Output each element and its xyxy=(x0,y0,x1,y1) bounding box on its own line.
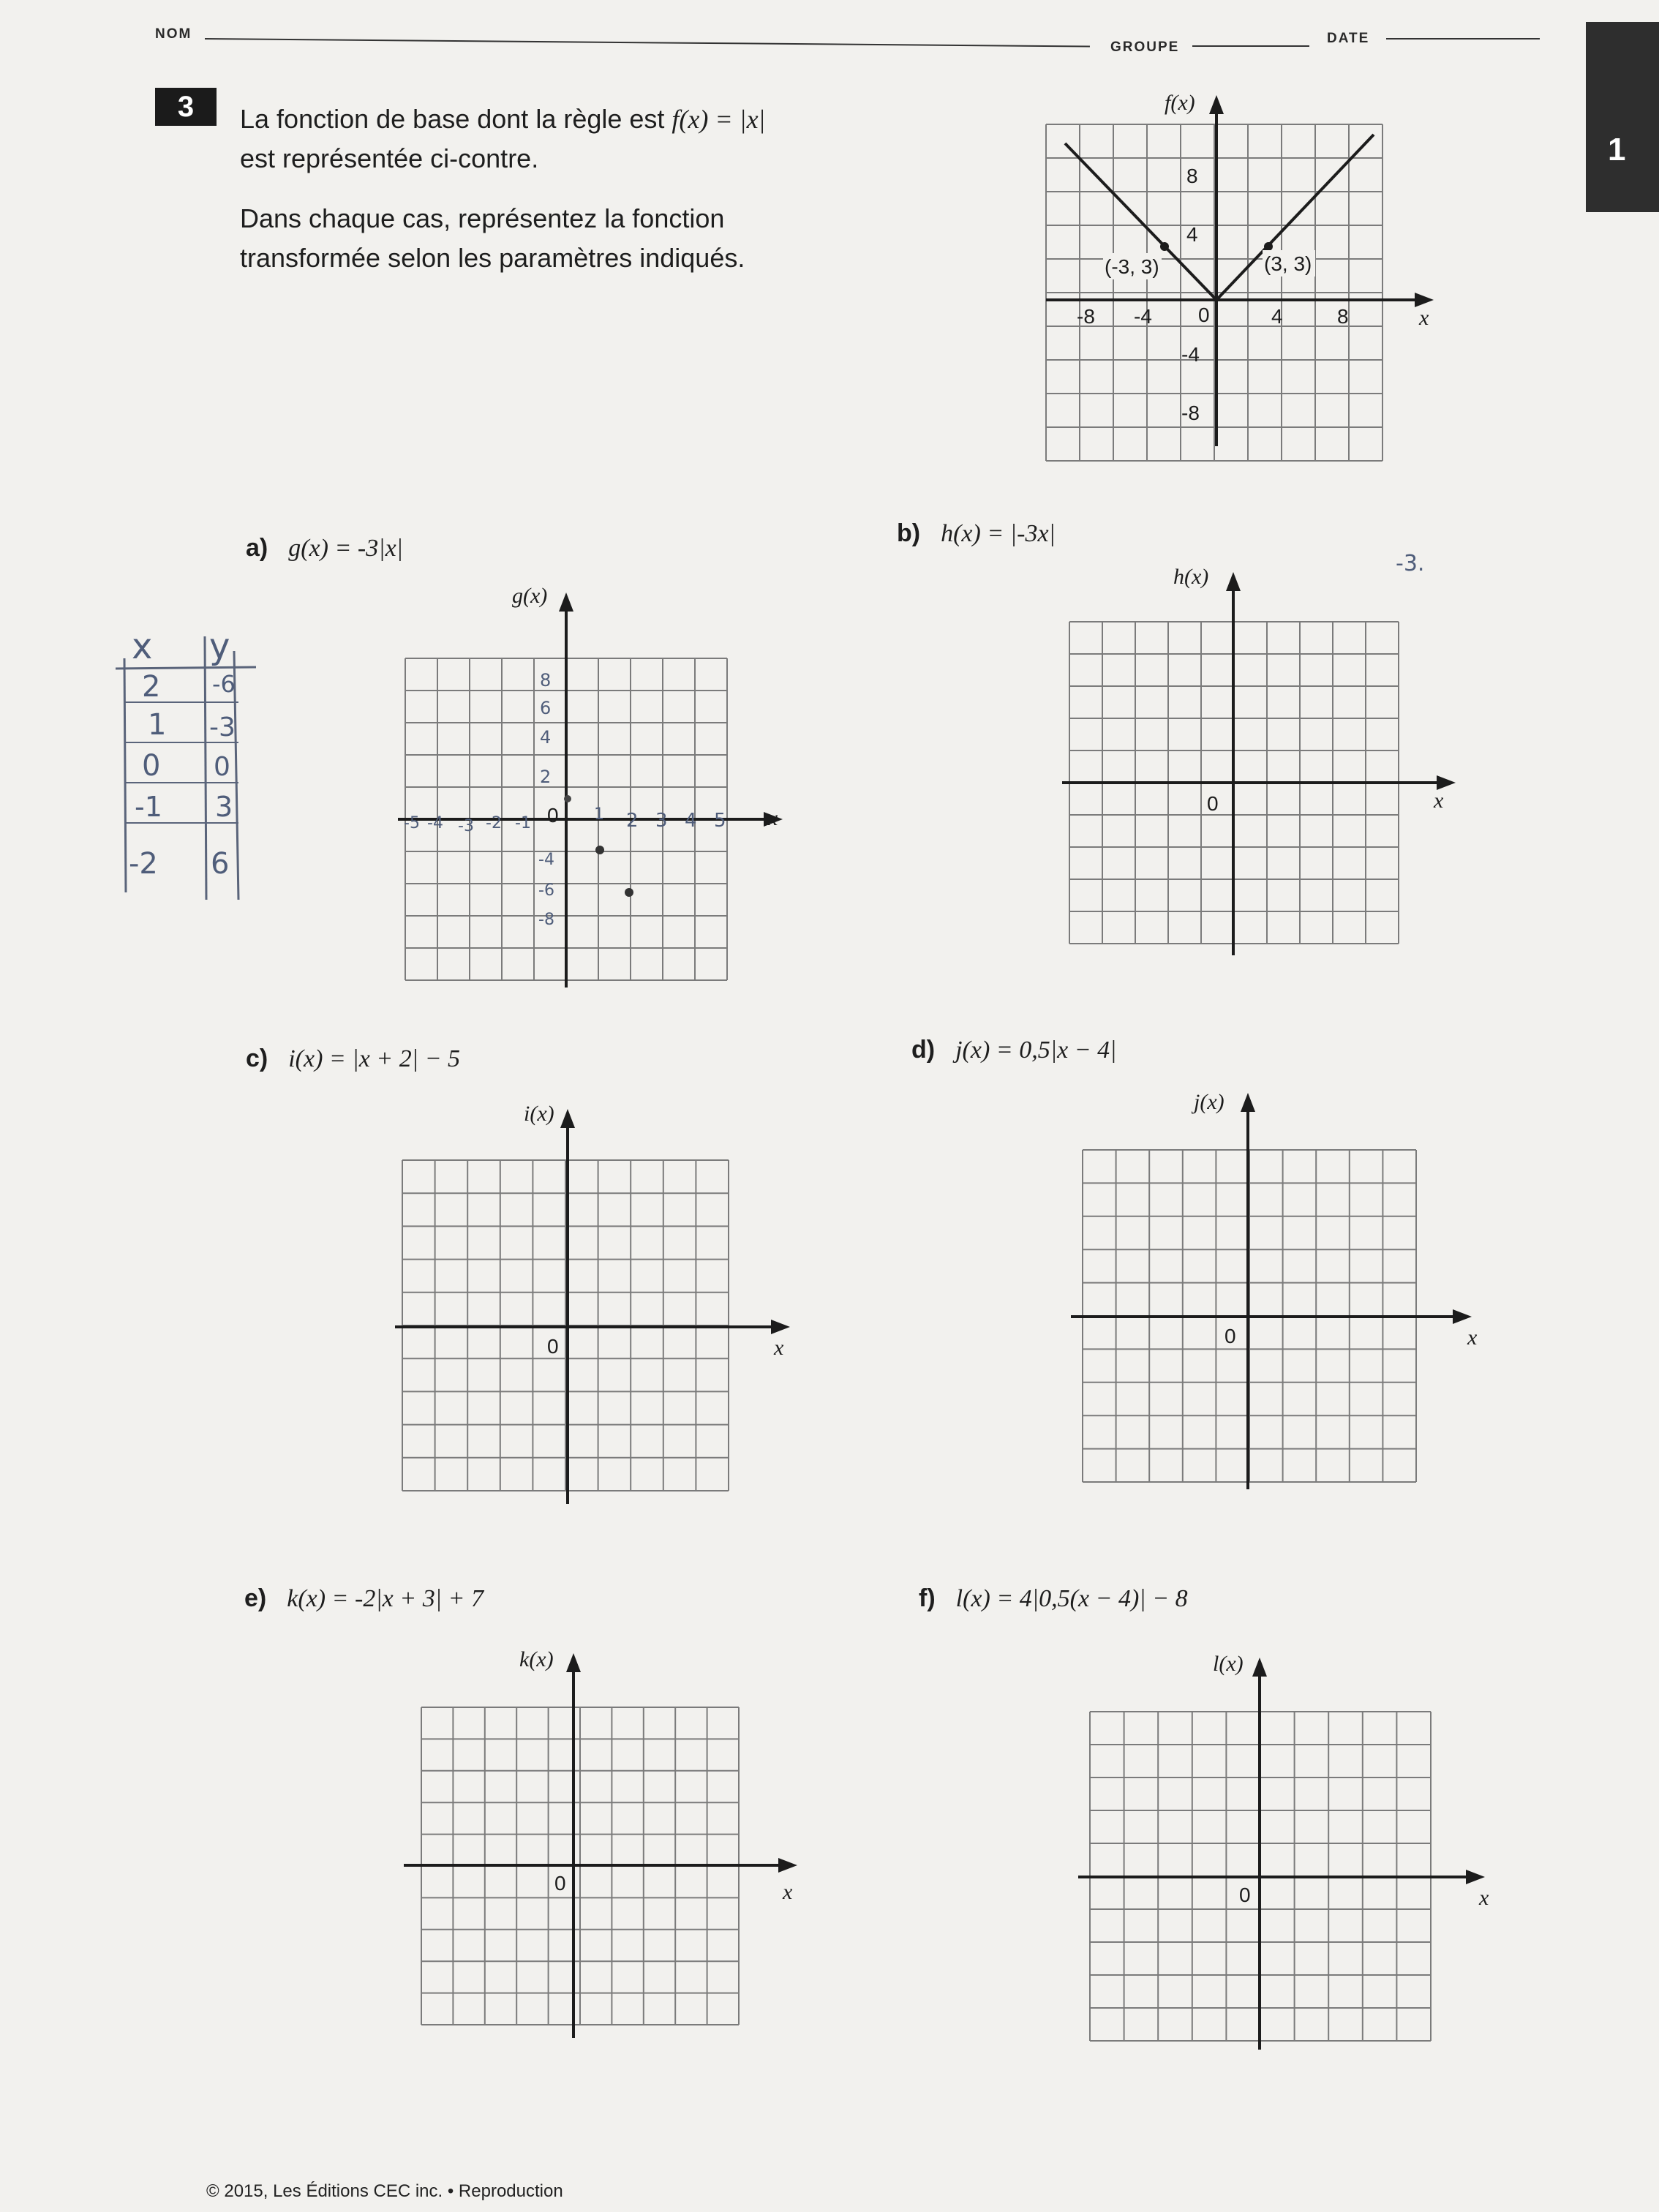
graph-a-y-arrow xyxy=(559,592,573,612)
graph-d[interactable] xyxy=(1068,1083,1485,1492)
hand-xtick--4: -4 xyxy=(427,814,443,832)
intro-line-4: transformée selon les paramètres indiqués. xyxy=(240,243,745,273)
base-y-label: f(x) xyxy=(1165,91,1195,115)
hand-ytick--4: -4 xyxy=(538,851,554,869)
hand-xtick-2: 2 xyxy=(626,810,639,832)
base-ytick-4: 4 xyxy=(1186,223,1198,246)
date-label: DATE xyxy=(1327,31,1370,46)
handwritten-note-b xyxy=(1390,541,1478,585)
hand-xtick--1: -1 xyxy=(515,814,531,832)
graph-a-point-origin xyxy=(564,795,571,802)
base-ytick--8: -8 xyxy=(1181,402,1200,424)
graph-e-origin: 0 xyxy=(554,1872,566,1895)
graph-b-x-arrow xyxy=(1437,775,1456,790)
date-line[interactable] xyxy=(1386,38,1540,40)
graph-e[interactable] xyxy=(402,1639,812,2048)
table-y-4: 3 xyxy=(215,791,233,823)
base-x-arrow xyxy=(1415,293,1434,307)
hand-xtick--3: -3 xyxy=(458,817,474,835)
groupe-line[interactable] xyxy=(1192,45,1309,47)
part-b-formula: h(x) = |-3x| xyxy=(941,520,1056,547)
graph-b-y-label: h(x) xyxy=(1173,565,1209,589)
page-tab xyxy=(1586,22,1659,212)
base-ytick-8: 8 xyxy=(1186,165,1198,187)
graph-c[interactable] xyxy=(395,1097,805,1507)
table-y-5: 6 xyxy=(211,847,230,881)
graph-c-y-label: i(x) xyxy=(524,1102,554,1126)
table-x-4: -1 xyxy=(135,791,162,823)
table-x-2: 1 xyxy=(148,708,167,742)
hand-ytick-2: 2 xyxy=(540,767,552,787)
table-y-3: 0 xyxy=(214,752,230,782)
graph-a-origin: 0 xyxy=(547,804,559,827)
graph-f-x-arrow xyxy=(1466,1870,1485,1884)
graph-c-x-arrow xyxy=(771,1320,790,1334)
graph-a[interactable] xyxy=(395,578,790,988)
graph-e-x-label: x xyxy=(783,1880,793,1904)
graph-d-y-label: j(x) xyxy=(1194,1090,1224,1114)
base-xtick-4: 4 xyxy=(1271,305,1283,328)
graph-a-point-2 xyxy=(625,888,633,897)
table-x-5: -2 xyxy=(129,847,158,881)
hand-xtick--2: -2 xyxy=(486,814,502,832)
part-f-label: f) l(x) = 4|0,5(x − 4)| − 8 xyxy=(919,1584,1188,1612)
graph-b-origin: 0 xyxy=(1207,792,1219,815)
part-d-label: d) j(x) = 0,5|x − 4| xyxy=(911,1036,1117,1064)
base-xtick--8: -8 xyxy=(1077,305,1095,328)
part-d-formula: j(x) = 0,5|x − 4| xyxy=(955,1037,1117,1064)
base-formula: f(x) = |x| xyxy=(672,105,766,134)
hand-ytick-6: 6 xyxy=(540,698,552,718)
graph-f-y-label: l(x) xyxy=(1213,1652,1244,1676)
graph-f-origin: 0 xyxy=(1239,1884,1251,1906)
hand-xtick-3: 3 xyxy=(655,810,668,832)
graph-b[interactable] xyxy=(1053,563,1463,958)
table-y-2: -3 xyxy=(209,712,236,742)
part-e-label: e) k(x) = -2|x + 3| + 7 xyxy=(244,1584,484,1612)
hand-ytick--6: -6 xyxy=(538,881,554,900)
intro-line-1: La fonction de base dont la règle est f(x) = |x| xyxy=(240,104,766,134)
graph-d-x-arrow xyxy=(1453,1309,1472,1324)
graph-d-origin: 0 xyxy=(1224,1325,1236,1347)
graph-e-x-arrow xyxy=(778,1858,797,1873)
nom-label: NOM xyxy=(155,26,192,42)
graph-c-x-label: x xyxy=(774,1336,784,1360)
graph-c-origin: 0 xyxy=(547,1335,559,1358)
part-c-formula: i(x) = |x + 2| − 5 xyxy=(288,1045,461,1072)
base-xtick-8: 8 xyxy=(1337,305,1349,328)
graph-f-y-arrow xyxy=(1252,1658,1267,1677)
base-y-arrow xyxy=(1209,95,1224,114)
hand-ytick--8: -8 xyxy=(538,911,554,929)
page-tab-number: 1 xyxy=(1608,132,1626,168)
exercise-intro xyxy=(240,99,928,278)
graph-d-x-label: x xyxy=(1467,1325,1478,1350)
part-f-formula: l(x) = 4|0,5(x − 4)| − 8 xyxy=(955,1585,1188,1612)
table-x-3: 0 xyxy=(142,749,161,783)
handwritten-table xyxy=(95,614,300,907)
base-graph xyxy=(1039,80,1448,461)
base-ytick--4: -4 xyxy=(1181,343,1200,366)
graph-f[interactable] xyxy=(1075,1639,1500,2055)
graph-a-x-label: x xyxy=(768,806,778,830)
intro-line-3: Dans chaque cas, représentez la fonction xyxy=(240,203,725,233)
graph-b-y-arrow xyxy=(1226,572,1241,591)
base-x-label: x xyxy=(1419,306,1429,330)
graph-d-y-arrow xyxy=(1241,1093,1255,1112)
table-y-1: -6 xyxy=(212,670,236,698)
graph-f-x-label: x xyxy=(1479,1886,1489,1910)
exercise-number: 3 xyxy=(155,88,217,126)
part-a-label: a) g(x) = -3|x| xyxy=(246,534,404,562)
hand-xtick-5: 5 xyxy=(714,810,726,832)
hand-xtick--5: -5 xyxy=(404,814,420,832)
base-xtick--4: -4 xyxy=(1134,305,1152,328)
part-c-label: c) i(x) = |x + 2| − 5 xyxy=(246,1045,461,1072)
copyright-footer: © 2015, Les Éditions CEC inc. • Reproduction xyxy=(206,2181,563,2201)
graph-a-y-label: g(x) xyxy=(512,584,548,608)
base-point-right xyxy=(1264,242,1273,251)
base-point-right-label: (3, 3) xyxy=(1264,252,1312,275)
table-x-1: 2 xyxy=(142,670,161,704)
note-b-text: -3. xyxy=(1396,551,1425,576)
graph-b-x-label: x xyxy=(1434,789,1444,813)
part-b-label: b) h(x) = |-3x| xyxy=(897,519,1056,547)
base-point-left-label: (-3, 3) xyxy=(1105,255,1159,278)
base-point-left xyxy=(1160,242,1169,251)
table-header-y: y xyxy=(209,626,230,667)
part-a-formula: g(x) = -3|x| xyxy=(288,535,404,562)
intro-line-2: est représentée ci-contre. xyxy=(240,143,539,173)
graph-e-y-arrow xyxy=(566,1653,581,1672)
hand-xtick-1: 1 xyxy=(594,805,604,824)
hand-xtick-4: 4 xyxy=(685,810,697,832)
hand-ytick-8: 8 xyxy=(540,670,552,691)
graph-e-y-label: k(x) xyxy=(519,1647,554,1671)
part-e-formula: k(x) = -2|x + 3| + 7 xyxy=(287,1585,484,1612)
graph-c-y-arrow xyxy=(560,1109,575,1128)
nom-line[interactable] xyxy=(205,38,1090,48)
graph-a-point-1 xyxy=(595,846,604,854)
hand-ytick-4: 4 xyxy=(540,727,552,748)
base-origin: 0 xyxy=(1198,304,1210,326)
groupe-label: GROUPE xyxy=(1110,40,1180,55)
table-header-x: x xyxy=(132,626,153,667)
